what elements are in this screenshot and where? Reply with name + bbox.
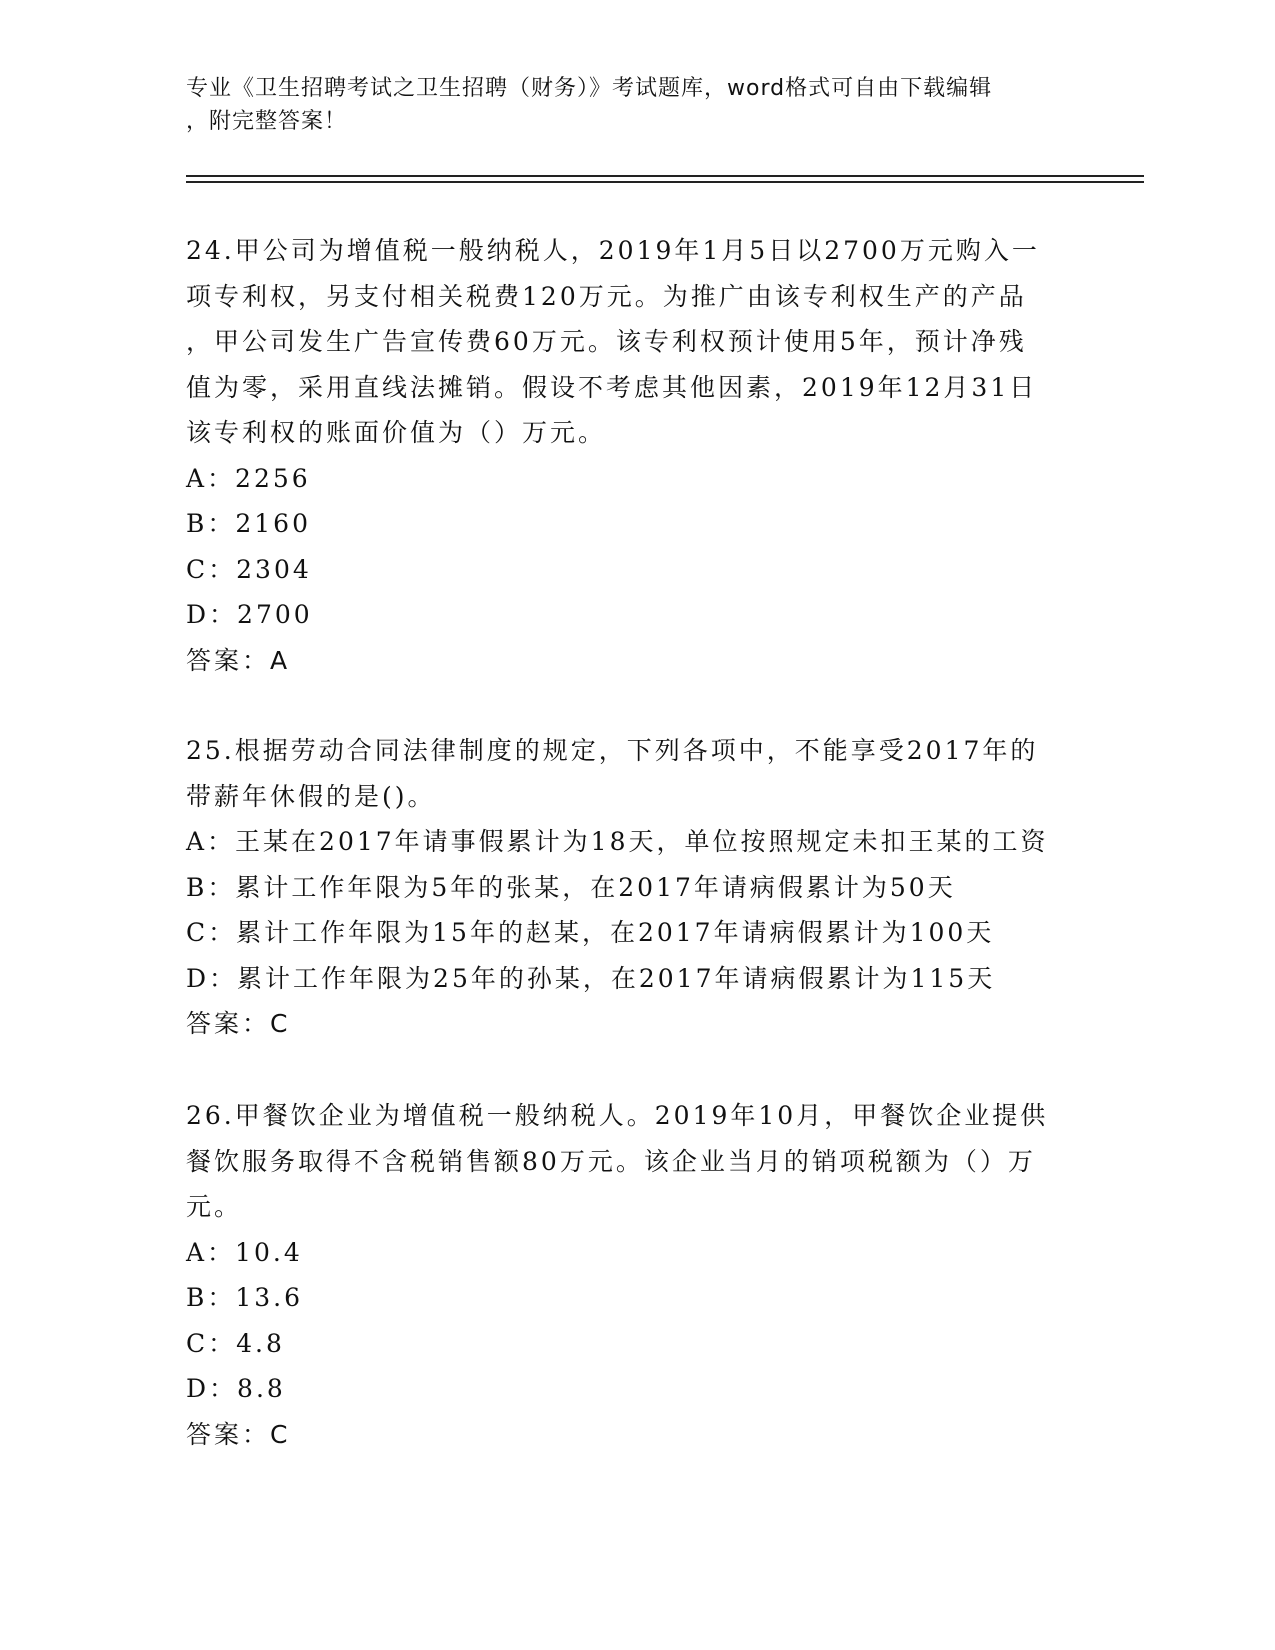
option-d: D：累计工作年限为25年的孙某，在2017年请病假累计为115天 bbox=[186, 963, 996, 993]
header-line-1: 专业《卫生招聘考试之卫生招聘（财务）》考试题库，word格式可自由下载编辑 bbox=[186, 76, 993, 101]
option-a: A：2256 bbox=[186, 463, 311, 493]
question-stem-line: 带薪年休假的是()。 bbox=[186, 781, 436, 811]
question-stem-line: 元。 bbox=[186, 1192, 243, 1221]
option-d: D：2700 bbox=[186, 600, 313, 629]
option-d: D：8.8 bbox=[186, 1374, 286, 1403]
question-stem-line: 餐饮服务取得不含税销售额80万元。该企业当月的销项税额为（）万 bbox=[186, 1146, 1036, 1176]
option-c: C：累计工作年限为15年的赵某，在2017年请病假累计为100天 bbox=[186, 918, 995, 947]
question-stem-line: 值为零，采用直线法摊销。假设不考虑其他因素，2019年12月31日 bbox=[186, 372, 1038, 402]
question-stem-line: 26.甲餐饮企业为增值税一般纳税人。2019年10月，甲餐饮企业提供 bbox=[186, 1101, 1049, 1130]
question-stem-line: 该专利权的账面价值为（）万元。 bbox=[186, 418, 607, 447]
option-a: A：王某在2017年请事假累计为18天，单位按照规定未扣王某的工资 bbox=[186, 827, 1049, 856]
header-divider-top bbox=[186, 175, 1144, 177]
question-stem-line: 25.根据劳动合同法律制度的规定，下列各项中，不能享受2017年的 bbox=[186, 736, 1039, 765]
option-b: B：2160 bbox=[186, 509, 311, 538]
document-header bbox=[186, 72, 1066, 138]
option-a: A：10.4 bbox=[186, 1237, 303, 1267]
answer-line: 答案：C bbox=[186, 1419, 291, 1449]
question-26 bbox=[186, 1093, 1066, 1457]
option-c: C：4.8 bbox=[186, 1328, 285, 1358]
answer-line: 答案：C bbox=[186, 1009, 291, 1038]
question-25 bbox=[186, 728, 1066, 1047]
question-stem-line: ，甲公司发生广告宣传费60万元。该专利权预计使用5年，预计净残 bbox=[186, 327, 1027, 356]
option-c: C：2304 bbox=[186, 554, 312, 584]
header-divider-bottom bbox=[186, 181, 1144, 183]
answer-line: 答案：A bbox=[186, 645, 291, 675]
header-line-2: ，附完整答案！ bbox=[186, 109, 348, 134]
question-24 bbox=[186, 228, 1066, 683]
option-b: B：13.6 bbox=[186, 1283, 304, 1312]
question-stem-line: 24.甲公司为增值税一般纳税人，2019年1月5日以2700万元购入一 bbox=[186, 236, 1040, 265]
question-stem-line: 项专利权，另支付相关税费120万元。为推广由该专利权生产的产品 bbox=[186, 281, 1027, 311]
option-b: B：累计工作年限为5年的张某，在2017年请病假累计为50天 bbox=[186, 872, 956, 902]
